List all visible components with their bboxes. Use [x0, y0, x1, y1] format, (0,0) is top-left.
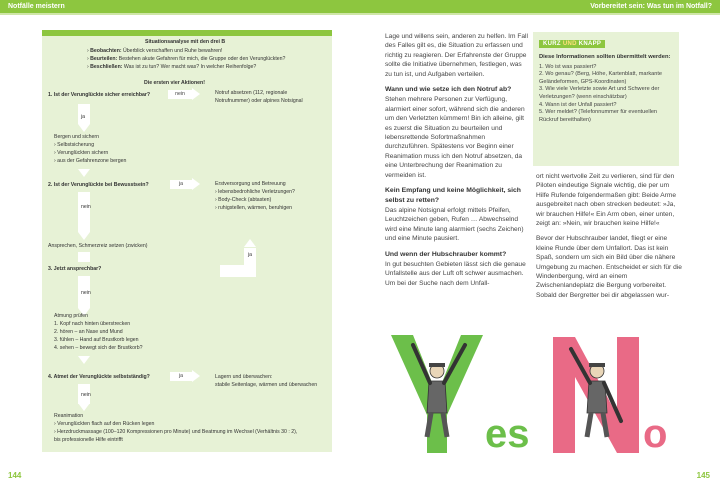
first-actions-heading: Die ersten vier Aktionen!	[144, 80, 205, 86]
lagern-line-2: stabile Seitenlage, wärmen und überwachen	[215, 382, 318, 388]
atmung-line-2: 1. Kopf nach hinten überstrecken	[54, 321, 131, 327]
atmung-line-1: Atmung prüfen	[54, 313, 89, 319]
q4-nein-label: nein	[81, 392, 91, 398]
q3-ja-arrow	[244, 239, 256, 247]
kurz-intro: Diese Informationen sollten übermittelt werden:	[539, 54, 671, 60]
reanimation-line-2: › Verunglückten flach auf den Rücken legen	[54, 421, 155, 427]
b1-line: › Beobachten: Überblick verschaffen und Ruhe bewahren!	[87, 48, 223, 54]
kurz-list	[539, 64, 673, 125]
middle-paragraph-1: Stehen mehrere Personen zur Verfügung, alarmiert einer sofort, während sich die anderen um den Verletzten kümmern! Bin ich alleine, gilt es zuerst die Situation zu beurteilen und lebensrettende Sofortmaßnahmen durchzuführen. Spätestens vor Beginn einer Reanimation muss ich den Notruf absetzen, da eine Unterbrechung der Reanimation zu vermeiden ist.	[385, 96, 525, 179]
notruf-line-1: Notruf absetzen (112, regionale	[215, 90, 288, 96]
q3-ja-label: ja	[248, 252, 253, 258]
q3-return-line	[220, 265, 244, 277]
middle-heading-3: Und wenn der Hubschrauber kommt?	[385, 250, 507, 258]
left-running-head: Notfälle meistern	[0, 0, 360, 13]
yes-signal	[391, 335, 530, 456]
bergen-line-1: Bergen und sichern	[54, 134, 99, 140]
q3-nein-label: nein	[81, 290, 91, 296]
erst-line-4: › ruhigstellen, wärmen, beruhigen	[215, 205, 292, 211]
q2-ja-arrow	[192, 178, 200, 190]
reanimation-line-1: Reanimation	[54, 413, 84, 419]
question-1: 1. Ist der Verunglückte sicher erreichbar?	[48, 92, 151, 98]
middle-paragraph-2: Das alpine Notsignal erfolgt mittels Pfeifen, Leuchtzeichen geben, Rufen … Abwechselnd wird eine Minute lang alarmiert (sechs Zeichen) und eine Minute pausiert.	[385, 206, 524, 243]
page-header	[0, 0, 720, 13]
page-number-right: 145	[696, 471, 710, 480]
q2-nein-arrow	[78, 232, 90, 240]
right-paragraph-1: ort nicht wertvolle Zeit zu verlieren, sind für den Piloten eindeutige Signale wichtig, die per um Hilfe Rufende folgendermaßen gibt: Beide Arme ausgebreitet nach oben strecken bedeutet: »Ja, wir brauchen Hilfe!« Ein Arm oben, einer unten, zeigt an: »Nein, wir brauchen keine Hilfe!«	[536, 173, 677, 228]
reanimation-line-4: bis professionelle Hilfe eintrifft	[54, 437, 123, 443]
kurz-und-knapp-box	[533, 32, 679, 166]
situation-title: Situationsanalyse mit den drei B	[145, 39, 226, 45]
kurz-item: 4. Wann ist der Unfall passiert?	[539, 101, 617, 108]
lagern-line-1: Lagern und überwachen:	[215, 374, 273, 380]
atmung-arrow	[78, 356, 90, 364]
kurz-item: 1. Wo ist was passiert?	[539, 63, 597, 70]
erst-line-2: › lebensbedrohliche Verletzungen?	[215, 189, 295, 195]
bergen-line-2: › Selbstsicherung	[54, 142, 95, 148]
reanimation-line-3: › Herzdruckmassage (100–120 Kompressionen pro Minute) und Beatmung im Wechsel (Verhältnis 30 : 2),	[54, 429, 298, 435]
kurz-und-knapp-title: KURZ UND KNAPP	[539, 40, 605, 48]
question-4: 4. Atmet der Verunglückte selbstständig?	[48, 374, 150, 380]
notruf-line-2: Notrufnummer) oder alpines Notsignal	[215, 98, 303, 104]
bergen-arrow	[78, 169, 90, 177]
q4-nein-arrow	[78, 403, 90, 411]
right-column	[536, 172, 682, 306]
b2-line: › Beurteilen: Bestehen akute Gefahren für mich, die Gruppe oder den Verunglückten?	[87, 56, 286, 62]
bergen-line-4: › aus der Gefahrenzone bergen	[54, 158, 127, 164]
q1-nein-arrow	[192, 88, 200, 100]
q1-ja-label: ja	[81, 114, 86, 120]
q4-ja-arrow	[192, 370, 200, 382]
middle-column	[385, 32, 528, 294]
kurz-item: 2. Wo genau? (Berg, Höhe, Kartenblatt, markante Geländeformen, GPS-Koordinaten)	[539, 71, 663, 85]
no-rest-letters: o	[643, 412, 668, 456]
q1-nein-box: nein	[168, 90, 192, 99]
q2-ja-box: ja	[170, 180, 192, 189]
erst-line-1: Erstversorgung und Betreuung	[215, 181, 286, 187]
ansprechen-connector	[78, 252, 90, 262]
yes-rest-letters: es	[485, 412, 530, 456]
ansprechen-text: Ansprechen, Schmerzreiz setzen (zwicken)	[48, 243, 148, 249]
flowchart-panel	[42, 30, 332, 452]
question-3: 3. Jetzt ansprechbar?	[48, 266, 102, 272]
atmung-line-5: 4. sehen – bewegt sich der Brustkorb?	[54, 345, 143, 351]
no-signal	[553, 337, 667, 456]
kurz-item: 3. Wie viele Verletzte sowie Art und Schwere der Verletzungen? (wenn einschätzbar)	[539, 86, 660, 100]
middle-heading-2: Kein Empfang und keine Möglichkeit, sich selbst zu retten?	[385, 187, 521, 204]
kurz-item: 5. Wer meldet? (Telefonnummer für eventuellen Rückruf bereithalten)	[539, 109, 658, 123]
bergen-line-3: › Verunglückten sichern	[54, 150, 109, 156]
right-paragraph-2: Bevor der Hubschrauber landet, fliegt er eine kleine Runde über dem Unfallort. Das ist kein Spaß, sondern um sich ein Bild über die nähere Umgebung zu machen. Entscheidet er sich für die Windenbergung, wird an einem Zwischenlandeplatz die Bergung vorbereitet. Sobald der Bergretter bei dir abgelassen wur-	[536, 235, 682, 299]
yes-person-hat	[429, 363, 445, 367]
middle-intro: Lage und willens sein, anderen zu helfen. Im Fall des Falles gilt es, die Situation zu erfassen und richtig zu reagieren. Der Erfahrenste der Gruppe sollte die Initiative übernehmen, festlegen, was zu tun ist, und Aufgaben verteilen.	[385, 33, 528, 78]
right-running-head: Vorbereitet sein: Was tun im Notfall?	[360, 0, 720, 13]
erst-line-3: › Body-Check (abtasten)	[215, 197, 272, 203]
yes-no-signal-illustration	[385, 325, 685, 460]
header-divider	[0, 13, 720, 15]
middle-heading-1: Wann und wie setze ich den Notruf ab?	[385, 86, 512, 94]
yes-person-body	[427, 381, 447, 413]
atmung-line-3: 2. hören – an Nase und Mund	[54, 329, 123, 335]
b3-line: › Beschließen: Was ist zu tun? Wer macht was? In welcher Reihenfolge?	[87, 64, 257, 70]
q4-ja-box: ja	[170, 372, 192, 381]
no-person-hat	[589, 363, 605, 367]
q2-nein-label: nein	[81, 204, 91, 210]
q2-nein-connector	[78, 192, 90, 232]
question-2: 2. Ist der Verunglückte bei Bewusstsein?	[48, 182, 149, 188]
atmung-line-4: 3. fühlen – Hand auf Brustkorb legen	[54, 337, 139, 343]
q1-ja-arrow	[78, 124, 90, 132]
middle-paragraph-3: In gut besuchten Gebieten lässt sich die genaue Unfallstelle aus der Luft oft schwer ausmachen. Um bei der Suche nach dem Unfall-	[385, 260, 526, 287]
page-number-left: 144	[8, 471, 22, 480]
